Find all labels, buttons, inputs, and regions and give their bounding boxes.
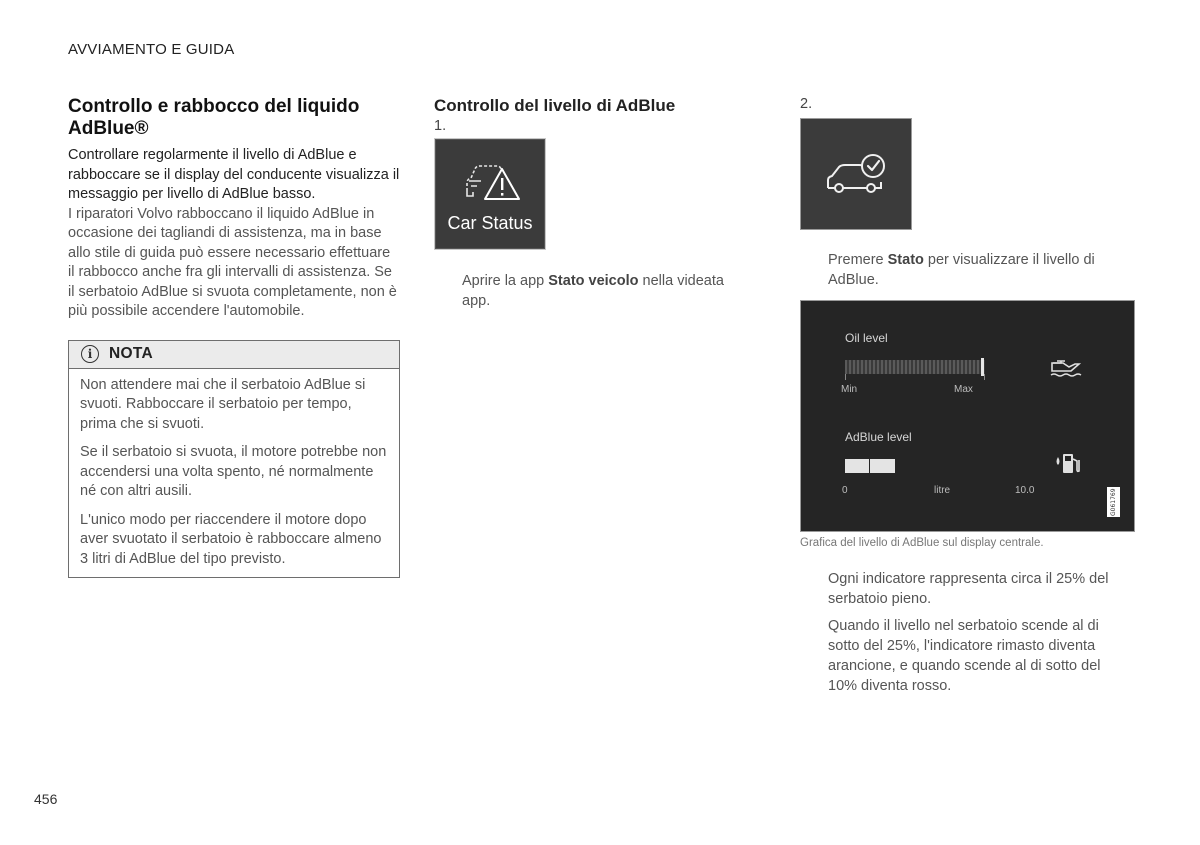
info-icon: i [81, 345, 99, 363]
step-2-text-end: per visualizzare il livello di AdBlue. [828, 252, 1095, 288]
fuel-pump-icon [1053, 451, 1083, 475]
note-body [69, 369, 399, 578]
info-paragraph-2: Quando il livello nel serbatoio scende al di sotto del 25%, l'indicatore rimasto diventa arancione, e quando scende al di sotto del 10% diventa rosso. [828, 618, 1101, 694]
adblue-gauge-segment [896, 459, 920, 473]
step-number-1: 1. [434, 118, 447, 134]
main-section [68, 96, 400, 578]
note-title: NOTA [109, 345, 153, 362]
image-code-label: G061769 [1107, 487, 1120, 517]
note-box [68, 340, 400, 579]
step-2-text [828, 250, 1128, 290]
car-check-icon [825, 152, 887, 196]
step-1-text-start: Aprire la app [462, 273, 549, 289]
step-2-text-start: Premere [828, 252, 888, 268]
oil-level-gauge [845, 360, 985, 374]
app-name-bold: Stato veicolo [548, 273, 639, 289]
adblue-gauge-segment [921, 459, 945, 473]
adblue-level-gauge [845, 459, 945, 473]
adblue-gauge-segment [870, 459, 894, 473]
tile-label: Car Status [447, 213, 533, 233]
page-title: Controllo e rabbocco del liquido AdBlue® [68, 96, 360, 139]
status-button-tile[interactable] [800, 118, 912, 230]
oil-can-icon [1049, 357, 1083, 379]
adblue-gauge-segment [845, 459, 869, 473]
adblue-max-label: 10.0 [1015, 485, 1035, 496]
note-paragraph: Se il serbatoio si svuota, il motore potrebbe non accendersi una volta spento, né normalmente né con altri ausili. [80, 444, 387, 499]
image-caption: Grafica del livello di AdBlue sul display centrale. [800, 537, 1044, 549]
oil-level-label: Oil level [845, 331, 888, 345]
step-1-text-end: nella videata app. [462, 273, 724, 309]
oil-min-tick [845, 374, 846, 380]
status-bold: Stato [887, 252, 924, 268]
lead-paragraph: Controllare regolarmente il livello di AdBlue e rabboccare se il display del conducente visualizza il messaggio per livello di AdBlue basso. [68, 147, 400, 202]
oil-max-tick [984, 374, 985, 380]
oil-max-label: Max [954, 384, 973, 395]
car-status-app-tile[interactable] [434, 138, 546, 250]
note-paragraph: Non attendere mai che il serbatoio AdBlue si svuoti. Rabboccare il serbatoio per tempo, prima che si svuoti. [80, 376, 366, 432]
step-1-text [462, 271, 752, 311]
body-paragraph: I riparatori Volvo rabboccano il liquido AdBlue in occasione dei tagliandi di assistenza, ma in base allo stile di guida può essere necessario effettuare il rabbocco anche fra gli intervalli di assistenza. Se il serbatoio AdBlue si svuota completamente, non è più possibile accendere l'automobile. [68, 205, 397, 319]
adblue-unit-label: litre [934, 485, 951, 496]
car-warning-icon [463, 161, 521, 203]
section-header: AVVIAMENTO E GUIDA [68, 41, 235, 58]
note-paragraph: L'unico modo per riaccendere il motore dopo aver svuotato il serbatoio è rabboccare almeno 3 litri di AdBlue del tipo previsto. [80, 511, 382, 567]
step-number-2: 2. [800, 96, 813, 112]
page-number: 456 [34, 791, 58, 807]
oil-min-label: Min [841, 384, 858, 395]
section-subtitle: Controllo del livello di AdBlue [434, 96, 676, 115]
info-paragraph-1: Ogni indicatore rappresenta circa il 25% del serbatoio pieno. [828, 571, 1109, 607]
center-display-screenshot [800, 300, 1135, 532]
adblue-level-label: AdBlue level [845, 430, 912, 444]
note-header [69, 341, 399, 369]
adblue-min-label: 0 [842, 485, 848, 496]
